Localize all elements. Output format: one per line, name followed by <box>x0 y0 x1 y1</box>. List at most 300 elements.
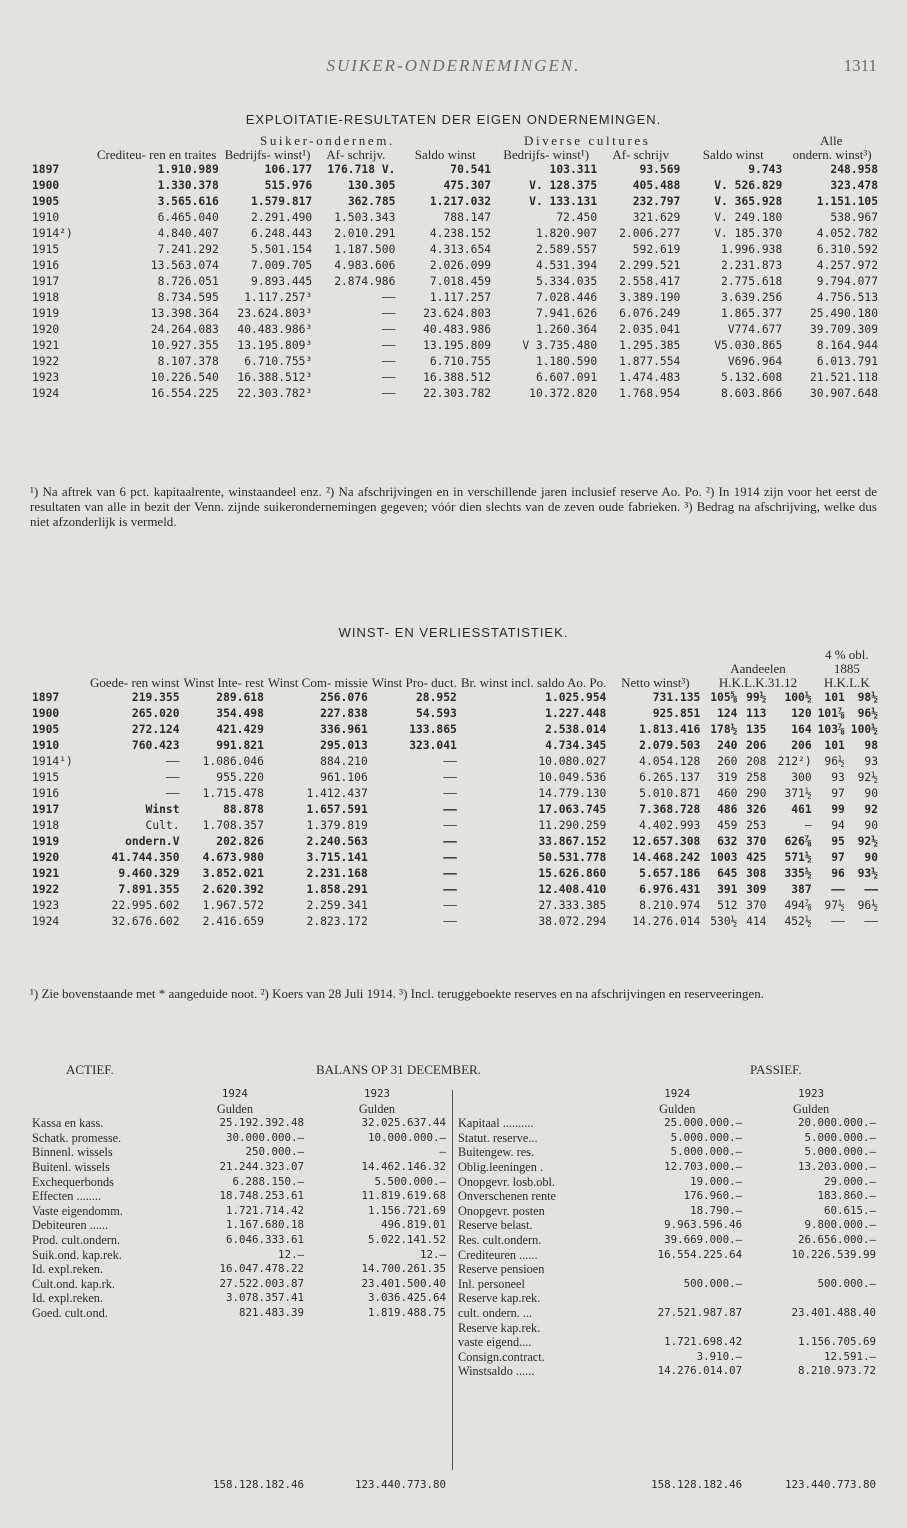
table-cell: 6.976.431 <box>639 883 701 896</box>
obl-sub: H.K.L.K <box>823 675 870 690</box>
table-cell: 7.241.292 <box>157 243 219 256</box>
table-cell: 6.607.091 <box>535 371 598 384</box>
table-cell: —— <box>443 787 457 800</box>
table-cell: 4.052.782 <box>816 227 878 240</box>
table-cell: 335½ <box>784 867 812 880</box>
table-cell: 99 <box>831 803 845 816</box>
year-header-row <box>30 1087 448 1102</box>
table-cell: 4.734.345 <box>545 739 607 752</box>
exploitatie-title: EXPLOITATIE-RESULTATEN DER EIGEN ONDERNEMINGEN. <box>245 112 662 127</box>
table-row <box>30 194 880 210</box>
item-label: Schatk. promesse. <box>32 1130 122 1145</box>
value-1923 <box>744 1291 878 1306</box>
table-cell: 632 <box>717 835 738 848</box>
row-year: 1920 <box>32 851 60 864</box>
unit-gulden: Gulden <box>358 1101 396 1116</box>
value-1924 <box>610 1291 744 1306</box>
table-cell: 10.080.027 <box>538 755 607 768</box>
obl-year: 1885 <box>833 661 860 676</box>
value-1924: 9.963.596.46 <box>664 1218 743 1232</box>
row-year: 1905 <box>32 723 60 736</box>
table-cell: 7.891.355 <box>118 883 180 896</box>
table-cell: 308 <box>746 867 767 880</box>
table-cell: V5.030.865 <box>714 339 783 352</box>
balance-row <box>456 1145 878 1160</box>
table-cell: —— <box>165 787 180 800</box>
table-cell: 2.538.014 <box>545 723 607 736</box>
table-row <box>30 690 880 706</box>
table-cell: 92½ <box>857 835 878 848</box>
table-cell: 135 <box>746 723 767 736</box>
col-header: Af- schrijv <box>612 147 670 162</box>
table-cell: V. 133.131 <box>529 195 598 208</box>
winst-footnote: ¹) Zie bovenstaande met * aangeduide noot. ²) Koers van 28 Juli 1914. ³) Incl. teruggeboekte reserves en na afschrijvingen en reserveeringen. <box>30 986 765 1001</box>
balance-row <box>456 1277 878 1292</box>
table-cell: 425 <box>746 851 767 864</box>
balance-row <box>456 1233 878 1248</box>
value-1924: 27.521.987.87 <box>657 1305 743 1319</box>
table-cell: 8.107.378 <box>157 355 219 368</box>
balance-row <box>456 1175 878 1190</box>
col-header: Netto winst³) <box>621 675 690 690</box>
year-1924: 1924 <box>221 1087 248 1100</box>
table-cell: 1.117.257 <box>429 291 492 304</box>
table-cell: —— <box>443 819 457 832</box>
table-cell: 4.402.993 <box>639 819 701 832</box>
table-cell: 991.821 <box>216 739 264 752</box>
table-cell: 38.072.294 <box>538 915 607 928</box>
row-year: 1916 <box>32 787 60 800</box>
row-year: 1910 <box>32 211 60 224</box>
item-label: Id. expl.reken. <box>32 1262 104 1277</box>
value-1924: 12.703.000.— <box>664 1159 743 1173</box>
table-cell: 93.569 <box>639 163 681 176</box>
value-1923: 5.000.000.— <box>804 1145 876 1159</box>
winst-column-headers <box>30 648 880 690</box>
table-cell: 461 <box>791 803 812 816</box>
balance-row <box>456 1335 878 1350</box>
value-1924: 6.046.333.61 <box>225 1232 304 1246</box>
table-cell: 1.086.046 <box>202 755 264 768</box>
table-cell: —— <box>443 851 457 864</box>
table-cell: 370 <box>746 835 767 848</box>
table-cell: —— <box>443 899 457 912</box>
balance-row <box>30 1306 448 1321</box>
value-1924: 1.721.698.42 <box>664 1335 743 1349</box>
year-header-row <box>456 1087 878 1102</box>
table-cell: 100½ <box>784 691 812 704</box>
table-cell: 8.603.866 <box>721 387 783 400</box>
item-label: Onopgevr. losb.obl. <box>458 1174 556 1189</box>
item-label: Exchequerbonds <box>32 1174 114 1189</box>
item-label: Goed. cult.ond. <box>32 1305 108 1320</box>
winst-title: WINST- EN VERLIESSTATISTIEK. <box>338 625 569 640</box>
table-cell: 92 <box>864 803 878 816</box>
col-header: Saldo winst <box>702 147 764 162</box>
table-cell: —— <box>381 291 396 304</box>
item-label: Kapitaal .......... <box>458 1116 534 1131</box>
table-cell: 260 <box>717 755 738 768</box>
table-row <box>30 754 880 770</box>
table-cell: 101 <box>824 739 845 752</box>
table-cell: V. 249.180 <box>714 211 783 224</box>
value-1923: 20.000.000.— <box>797 1116 876 1130</box>
item-label: Kassa en kass. <box>32 1116 104 1131</box>
table-cell: 5.010.871 <box>639 787 701 800</box>
value-1924: 14.276.014.07 <box>657 1364 743 1378</box>
table-cell: 323.478 <box>830 179 878 192</box>
unit-gulden: Gulden <box>659 1101 696 1116</box>
table-cell: 6.248.443 <box>251 227 313 240</box>
table-cell: 925.851 <box>652 707 701 720</box>
value-1924: 1.721.714.42 <box>225 1203 304 1217</box>
table-cell: 300 <box>791 771 812 784</box>
balance-row <box>30 1262 448 1277</box>
table-cell: 2.035.041 <box>619 323 681 336</box>
table-cell: 7.941.626 <box>535 307 598 320</box>
table-cell: 98½ <box>857 691 878 704</box>
row-year: 1917 <box>32 275 60 288</box>
balance-row <box>456 1350 878 1365</box>
table-cell: 256.076 <box>320 691 368 704</box>
table-cell: 486 <box>717 803 738 816</box>
table-cell: —— <box>381 339 396 352</box>
table-cell: 323.041 <box>409 739 457 752</box>
balance-row <box>456 1204 878 1219</box>
table-cell: 1.260.364 <box>535 323 598 336</box>
row-year: 1918 <box>32 819 60 832</box>
table-cell: 3.852.021 <box>202 867 264 880</box>
table-cell: 24.264.083 <box>150 323 219 336</box>
value-1923: 10.000.000.— <box>367 1130 446 1144</box>
value-1924: 5.000.000.— <box>670 1145 743 1159</box>
table-row <box>30 370 880 386</box>
table-cell: 253 <box>746 819 767 832</box>
table-cell: 96½ <box>857 899 878 912</box>
table-cell: 40.483.986³ <box>237 323 313 336</box>
passief-block <box>456 1087 881 1379</box>
value-1923: 11.819.619.68 <box>361 1189 446 1203</box>
item-label: Reserve kap.rek. <box>458 1320 541 1335</box>
table-cell: 33.867.152 <box>538 835 607 848</box>
item-label: Inl. personeel <box>458 1276 525 1291</box>
table-cell: 50.531.778 <box>538 851 607 864</box>
table-cell: 5.132.608 <box>721 371 783 384</box>
table-cell: 6.710.755 <box>429 355 492 368</box>
value-1923: 5.022.141.52 <box>367 1232 446 1246</box>
page-number: 1311 <box>843 56 877 75</box>
table-cell: 93 <box>831 771 845 784</box>
item-label: Statut. reserve... <box>458 1130 538 1145</box>
row-year: 1916 <box>32 259 60 272</box>
table-cell: 1003 <box>710 851 738 864</box>
row-year: 1922 <box>32 355 60 368</box>
table-row <box>30 162 880 178</box>
table-cell: 1.503.343 <box>334 211 396 224</box>
col-header: Crediteu- ren en traites <box>96 147 217 162</box>
table-cell: —— <box>443 867 457 880</box>
table-cell: 206 <box>791 739 812 752</box>
table-cell: 309 <box>746 883 767 896</box>
table-cell: 1.877.554 <box>619 355 681 368</box>
value-1924: 30.000.000.— <box>225 1130 304 1144</box>
table-cell: —— <box>443 771 457 784</box>
row-year: 1924 <box>32 915 60 928</box>
table-row <box>30 178 880 194</box>
table-cell: 103⅞ <box>817 723 845 736</box>
table-cell: 3.715.141 <box>306 851 368 864</box>
table-cell: 212²) <box>777 755 812 768</box>
balance-row <box>456 1116 878 1131</box>
balans-title: BALANS OP 31 DECEMBER. <box>316 1062 481 1077</box>
item-label: Debiteuren ...... <box>32 1218 109 1233</box>
value-1924 <box>610 1321 744 1336</box>
row-year: 1919 <box>32 307 60 320</box>
table-cell: —— <box>381 371 396 384</box>
value-1923: 23.401.500.40 <box>361 1276 446 1290</box>
balance-row <box>30 1189 448 1204</box>
exploitatie-column-headers <box>30 148 880 162</box>
group-header-diverse: Diverse cultures <box>524 133 651 148</box>
table-cell: 106.177 <box>264 163 313 176</box>
table-cell: 2.231.168 <box>306 867 368 880</box>
table-cell: 645 <box>717 867 738 880</box>
col-header: Winst Com- missie <box>267 675 368 690</box>
table-cell: —— <box>443 803 457 816</box>
table-cell: 120 <box>791 707 812 720</box>
table-cell: 208 <box>746 755 767 768</box>
table-cell: 4.054.128 <box>639 755 701 768</box>
table-cell: 2.416.659 <box>202 915 264 928</box>
table-cell: 1.379.819 <box>306 819 368 832</box>
table-cell: 475.307 <box>443 179 492 192</box>
table-cell: 2.589.557 <box>535 243 598 256</box>
table-cell: 90 <box>864 851 878 864</box>
year-1923: 1923 <box>798 1087 825 1100</box>
table-cell: 14.468.242 <box>632 851 701 864</box>
col-header: Goede- ren winst <box>90 675 180 690</box>
table-cell: 265.020 <box>131 707 180 720</box>
table-cell: 17.063.745 <box>538 803 607 816</box>
table-cell: —— <box>381 355 396 368</box>
table-cell: 16.554.225 <box>150 387 219 400</box>
table-cell: 10.927.355 <box>150 339 219 352</box>
value-1924: 27.522.003.87 <box>219 1276 304 1290</box>
table-cell: 354.498 <box>216 707 264 720</box>
balance-row <box>30 1277 448 1292</box>
table-cell: 93 <box>864 755 878 768</box>
table-cell: 9.743 <box>748 163 783 176</box>
item-label: Reserve pensioen <box>458 1262 545 1277</box>
item-label: Oblig.leeningen . <box>458 1159 544 1174</box>
table-cell: 6.465.040 <box>157 211 219 224</box>
table-cell: 4.673.980 <box>202 851 264 864</box>
balance-row <box>30 1248 448 1263</box>
value-1924: 821.483.39 <box>238 1305 304 1319</box>
value-1924 <box>610 1262 744 1277</box>
running-title: SUIKER-ONDERNEMINGEN. <box>326 56 581 75</box>
table-cell: 4.238.152 <box>429 227 492 240</box>
table-row <box>30 274 880 290</box>
row-year: 1919 <box>32 835 60 848</box>
exploitatie-footnote: ¹) Na aftrek van 6 pct. kapitaalrente, winstaandeel enz. ²) Na afschrijvingen en in verschillende jaren inclusief reserve Ao. Po. ²) In 1914 zijn voor het eerst de resultaten van alle in bezit der Venn. zijnde suikerondernemingen gegeven; vóór dien slechts van de zeven oude fabrieken. ³) Bedrag na afschrijving, welke dus niet afzonderlijk is vermeld. <box>30 484 877 529</box>
item-label: Buitengew. res. <box>458 1145 535 1160</box>
table-cell: 371½ <box>784 787 812 800</box>
value-1924: 25.000.000.— <box>664 1116 743 1130</box>
table-cell: ondern.V <box>125 835 180 848</box>
table-cell: 2.620.392 <box>202 883 264 896</box>
table-cell: 21.521.118 <box>809 371 878 384</box>
table-cell: 94 <box>831 819 845 832</box>
value-1923: 500.000.— <box>817 1276 876 1290</box>
col-header: Af- schrijv. <box>326 147 386 162</box>
table-cell: 97 <box>831 787 845 800</box>
table-row <box>30 786 880 802</box>
table-cell: 1.412.437 <box>306 787 368 800</box>
total-passief-1923: 123.440.773.80 <box>784 1478 876 1491</box>
table-cell: 290 <box>746 787 767 800</box>
table-cell: 2.010.291 <box>334 227 396 240</box>
table-cell: V. 526.829 <box>714 179 783 192</box>
col-header: Br. winst incl. saldo Ao. Po. <box>460 675 607 690</box>
table-cell: —— <box>381 323 396 336</box>
value-1923: 32.025.637.44 <box>361 1116 446 1130</box>
table-cell: 1.657.591 <box>306 803 368 816</box>
col-header: Winst Pro- duct. <box>371 675 457 690</box>
table-cell: 93½ <box>857 867 878 880</box>
table-cell: 1.768.954 <box>619 387 681 400</box>
table-cell: 11.290.259 <box>538 819 607 832</box>
table-cell: 414 <box>746 915 767 928</box>
value-1923: 496.819.01 <box>380 1218 446 1232</box>
year-1923: 1923 <box>363 1087 390 1100</box>
item-label: Cult.ond. kap.rk. <box>32 1276 115 1291</box>
balance-row <box>30 1204 448 1219</box>
row-year: 1900 <box>32 707 60 720</box>
table-cell: 1.865.377 <box>721 307 783 320</box>
table-cell: 2.259.341 <box>306 899 368 912</box>
actief-block <box>30 1087 450 1321</box>
item-label: cult. ondern. ... <box>458 1305 533 1320</box>
item-label: Res. cult.ondern. <box>458 1232 542 1247</box>
aandeelen-sub: H.K.L.K.31.12 <box>718 675 798 690</box>
table-cell: 9.794.077 <box>816 275 878 288</box>
table-cell: 405.488 <box>632 179 681 192</box>
table-cell: 1.227.448 <box>545 707 607 720</box>
value-1923: 14.700.261.35 <box>361 1262 446 1276</box>
table-cell: V. 365.928 <box>714 195 783 208</box>
table-row <box>30 226 880 242</box>
table-cell: Winst <box>145 803 180 816</box>
table-cell: 1.295.385 <box>619 339 681 352</box>
actief-total-row <box>30 1478 448 1493</box>
table-cell: —— <box>165 771 180 784</box>
table-cell: 2.874.986 <box>334 275 396 288</box>
table-cell: 1.858.291 <box>306 883 368 896</box>
table-cell: V774.677 <box>727 323 783 336</box>
row-year: 1921 <box>32 867 60 880</box>
table-cell: 6.310.592 <box>816 243 878 256</box>
table-cell: 202.826 <box>216 835 264 848</box>
table-cell: 2.558.417 <box>619 275 681 288</box>
table-cell: 96 <box>831 867 845 880</box>
running-header <box>0 52 907 82</box>
table-cell: 5.501.154 <box>251 243 313 256</box>
value-1924: 3.078.357.41 <box>225 1291 304 1305</box>
table-row <box>30 866 880 882</box>
table-cell: 2.231.873 <box>721 259 783 272</box>
table-cell: 2.775.618 <box>721 275 783 288</box>
value-1923: 23.401.488.40 <box>791 1305 876 1319</box>
table-cell: 2.006.277 <box>619 227 681 240</box>
table-cell: 32.676.602 <box>111 915 180 928</box>
table-cell: 884.210 <box>320 755 368 768</box>
table-cell: 14.779.130 <box>538 787 607 800</box>
item-label: Vaste eigendomm. <box>32 1203 123 1218</box>
table-cell: 4.840.407 <box>157 227 219 240</box>
unit-row <box>456 1102 878 1117</box>
actief-label: ACTIEF. <box>66 1062 114 1077</box>
table-cell: 4.756.513 <box>816 291 878 304</box>
table-cell: 494⅞ <box>784 899 812 912</box>
table-row <box>30 914 880 930</box>
item-label: Effecten ........ <box>32 1189 102 1204</box>
table-cell: 2.299.521 <box>619 259 681 272</box>
table-cell: 1.180.590 <box>535 355 598 368</box>
value-1924: 6.288.150.— <box>232 1174 304 1188</box>
table-row <box>30 322 880 338</box>
table-cell: 452½ <box>784 915 812 928</box>
table-cell: 227.838 <box>320 707 368 720</box>
row-year: 1897 <box>32 163 60 176</box>
value-1924: 39.669.000.— <box>664 1232 743 1246</box>
value-1923: 9.800.000.— <box>804 1218 876 1232</box>
table-cell: 92½ <box>857 771 878 784</box>
table-cell: 9.460.329 <box>118 867 180 880</box>
table-cell: 22.303.782³ <box>237 387 313 400</box>
col-header: ondern. winst³) <box>792 147 872 162</box>
table-cell: 164 <box>791 723 812 736</box>
balance-row <box>456 1364 878 1379</box>
table-cell: 7.009.705 <box>251 259 313 272</box>
table-cell: 90 <box>864 787 878 800</box>
table-cell: 6.076.249 <box>619 307 681 320</box>
value-1923: 60.615.— <box>823 1203 876 1217</box>
table-cell: 362.785 <box>347 195 396 208</box>
table-cell: 6.265.137 <box>639 771 701 784</box>
row-year: 1922 <box>32 883 60 896</box>
table-cell: 8.726.051 <box>157 275 219 288</box>
table-cell: 41.744.350 <box>111 851 180 864</box>
row-year: 1918 <box>32 291 60 304</box>
value-1924: 25.192.392.48 <box>219 1116 304 1130</box>
table-cell: 100½ <box>850 723 878 736</box>
table-cell: 4.531.394 <box>535 259 598 272</box>
table-cell: 6.710.755³ <box>244 355 313 368</box>
balance-row <box>30 1131 448 1146</box>
table-cell: 7.018.459 <box>429 275 492 288</box>
unit-gulden: Gulden <box>216 1101 254 1116</box>
table-cell: 7.028.446 <box>535 291 598 304</box>
value-1923: 29.000.— <box>823 1174 876 1188</box>
row-year: 1924 <box>32 387 60 400</box>
table-cell: 12.657.308 <box>632 835 701 848</box>
item-label: Winstsaldo ...... <box>458 1364 535 1379</box>
balance-row <box>30 1218 448 1233</box>
table-cell: —— <box>864 915 878 928</box>
table-cell: 4.313.654 <box>429 243 492 256</box>
item-label: Onopgevr. posten <box>458 1203 545 1218</box>
